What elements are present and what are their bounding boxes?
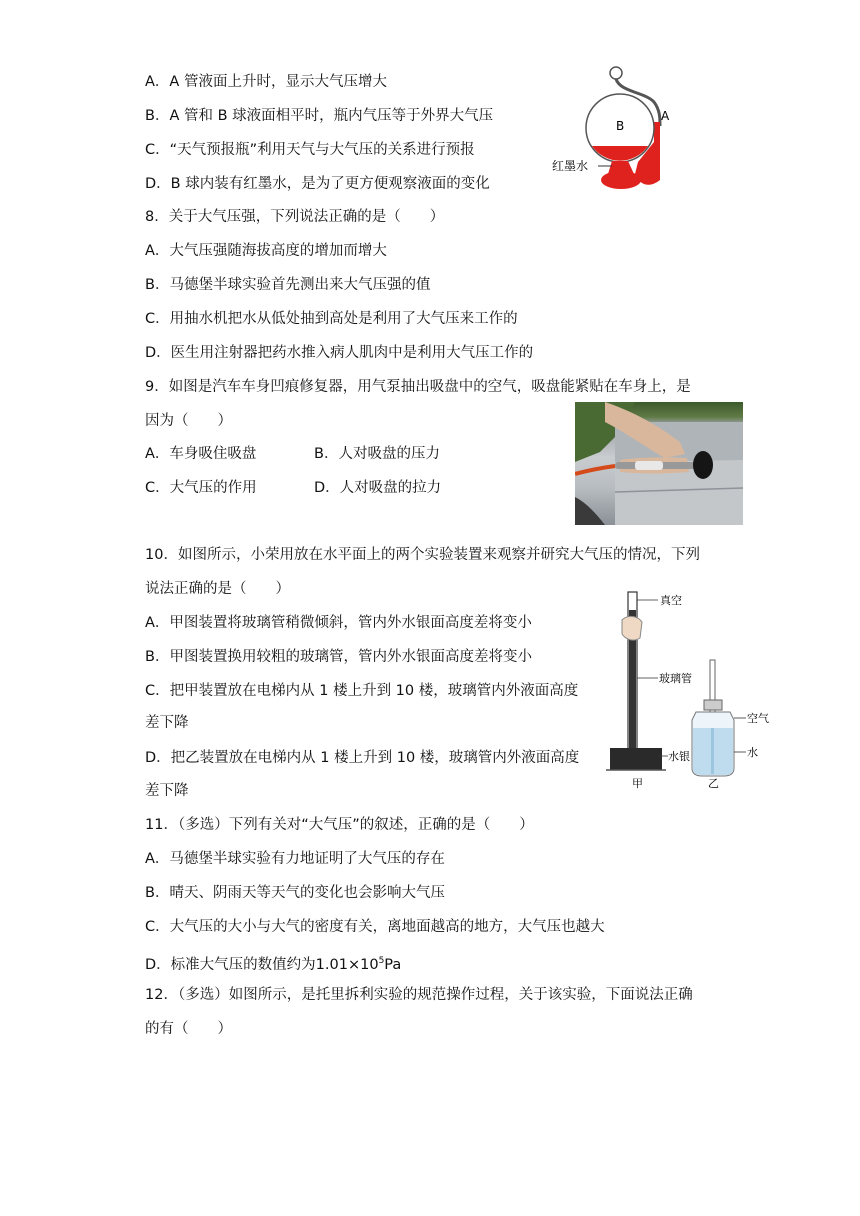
q8-option-b: B．马德堡半球实验首先测出来大气压强的值 (145, 277, 431, 293)
q7-option-b: B．A 管和 B 球液面相平时，瓶内气压等于外界大气压 (145, 108, 494, 124)
q11-stem: 11．（多选）下列有关对“大气压”的叙述，正确的是（ ） (145, 817, 534, 833)
q12-stem-line2: 的有（ ） (145, 1021, 232, 1037)
q8-option-d: D．医生用注射器把药水推入病人肌肉中是利用大气压工作的 (145, 345, 534, 361)
q7-option-c: C．“天气预报瓶”利用天气与大气压的关系进行预报 (145, 142, 475, 158)
q10-option-a: A．甲图装置将玻璃管稍微倾斜，管内外水银面高度差将变小 (145, 615, 532, 631)
q7-option-d: D．B 球内装有红墨水，是为了更方便观察液面的变化 (145, 176, 490, 192)
label-glass-tube: 玻璃管 (659, 672, 692, 685)
q10-option-d-line2: 差下降 (145, 783, 189, 799)
label-jia: 甲 (632, 777, 643, 790)
q10-option-d-line1: D．把乙装置放在电梯内从 1 楼上升到 10 楼，玻璃管内外液面高度 (145, 750, 580, 766)
q10-option-c-line2: 差下降 (145, 715, 189, 731)
q9-option-a: A．车身吸住吸盘 (145, 446, 257, 462)
q11-option-d (145, 951, 401, 975)
label-air: 空气 (747, 712, 769, 725)
barometer-figure (600, 588, 775, 793)
q11-option-c: C．大气压的大小与大气的密度有关，离地面越高的地方，大气压也越大 (145, 919, 605, 935)
q11-option-d-unit: Pa (384, 956, 402, 973)
label-a: A (661, 109, 670, 123)
q9-option-d: D．人对吸盘的拉力 (314, 480, 442, 496)
label-vacuum: 真空 (660, 594, 682, 607)
label-red-ink: 红墨水 (552, 159, 589, 173)
q11-option-d-exponent: 5 (378, 956, 385, 966)
q9-stem-line2: 因为（ ） (145, 413, 232, 429)
q10-stem-line1: 10．如图所示，小荣用放在水平面上的两个实验装置来观察并研究大气压的情况，下列 (145, 547, 700, 563)
weather-bottle-figure (550, 62, 680, 194)
label-mercury: 水银 (668, 750, 690, 763)
label-water: 水 (747, 746, 758, 759)
q8-option-a: A．大气压强随海拔高度的增加而增大 (145, 243, 387, 259)
q11-option-d-text: D．标准大气压的数值约为1.01×10 (145, 956, 379, 973)
q9-option-b: B．人对吸盘的压力 (314, 446, 440, 462)
q9-stem-line1: 9．如图是汽车车身凹痕修复器，用气泵抽出吸盘中的空气，吸盘能紧贴在车身上，是 (145, 379, 691, 395)
q10-option-c-line1: C．把甲装置放在电梯内从 1 楼上升到 10 楼，玻璃管内外液面高度 (145, 683, 579, 699)
q7-option-a: A．A 管液面上升时，显示大气压增大 (145, 74, 387, 90)
q9-option-c: C．大气压的作用 (145, 480, 257, 496)
dent-repair-photo (575, 402, 743, 525)
q8-option-c: C．用抽水机把水从低处抽到高处是利用了大气压来工作的 (145, 311, 518, 327)
q12-stem-line1: 12．（多选）如图所示，是托里拆利实验的规范操作过程，关于该实验，下面说法正确 (145, 987, 693, 1003)
q10-option-b: B．甲图装置换用较粗的玻璃管，管内外水银面高度差将变小 (145, 649, 532, 665)
q11-option-a: A．马德堡半球实验有力地证明了大气压的存在 (145, 851, 445, 867)
q10-stem-line2: 说法正确的是（ ） (145, 581, 290, 597)
label-b: B (616, 119, 625, 133)
q8-stem: 8．关于大气压强，下列说法正确的是（ ） (145, 209, 445, 225)
label-yi: 乙 (708, 777, 719, 790)
q11-option-b: B．晴天、阴雨天等天气的变化也会影响大气压 (145, 885, 445, 901)
